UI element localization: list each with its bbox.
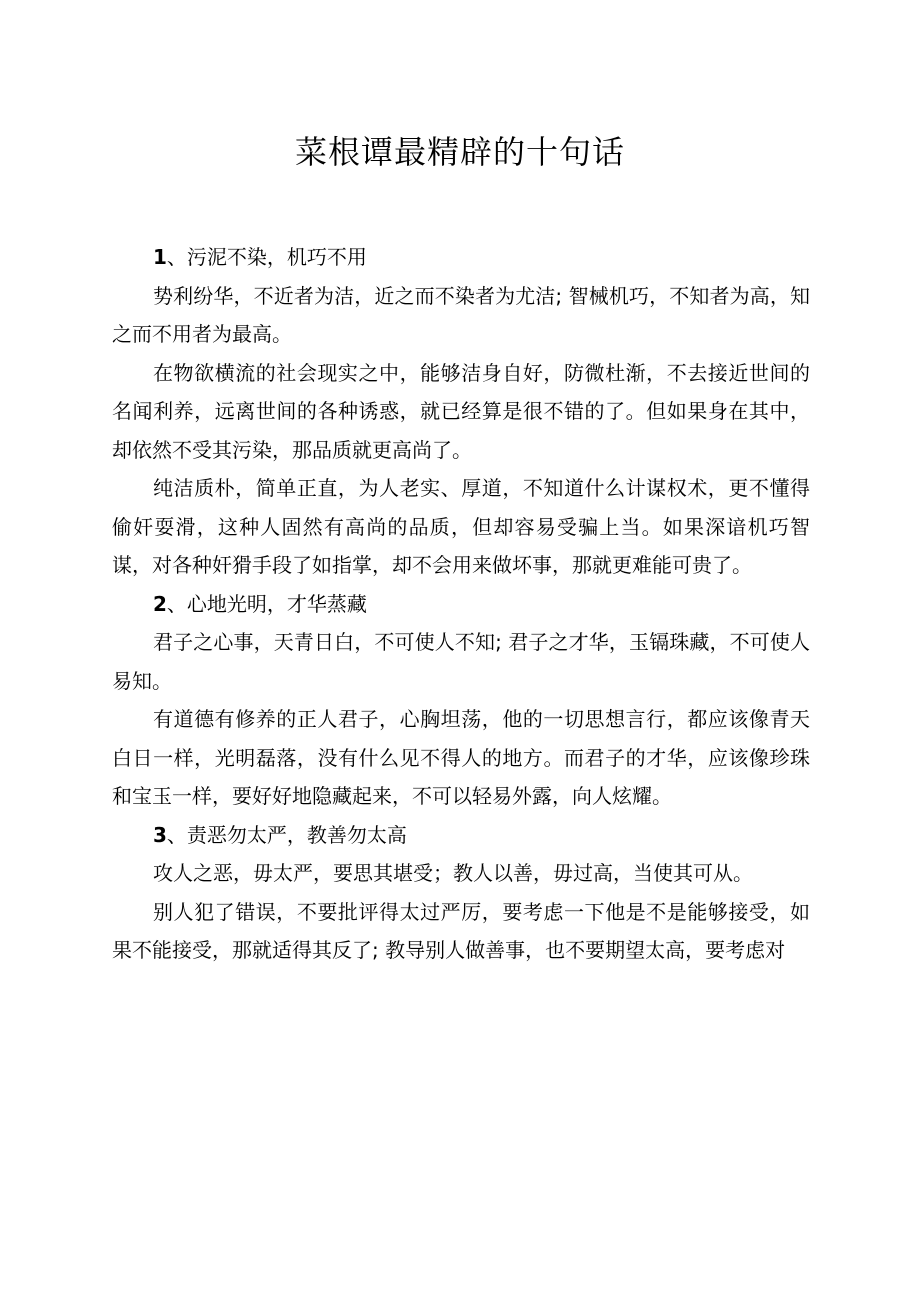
paragraph: 在物欲横流的社会现实之中，能够洁身自好，防微杜渐，不去接近世间的名闻利养，远离世间的各种诱惑，就已经算是很不错的了。但如果身在其中，却依然不受其污染，那品质就更高尚了。 xyxy=(112,360,810,462)
section-3 xyxy=(112,816,810,970)
section-1 xyxy=(112,238,810,585)
section-heading xyxy=(112,238,810,277)
paragraph: 别人犯了错误，不要批评得太过严厉，要考虑一下他是不是能够接受，如果不能接受，那就适得其反了; 教导别人做善事，也不要期望太高，要考虑对 xyxy=(112,899,810,962)
section-number: 3 xyxy=(153,822,167,847)
paragraph: 势利纷华，不近者为洁，近之而不染者为尤洁; 智械机巧，不知者为高，知之而不用者为最高。 xyxy=(112,283,810,346)
section-heading-text: 、责恶勿太严，教善勿太高 xyxy=(166,822,407,847)
section-number: 2 xyxy=(153,591,167,616)
section-number: 1 xyxy=(153,245,167,269)
document-body xyxy=(112,238,810,970)
paragraph: 君子之心事，天青日白，不可使人不知; 君子之才华，玉镉珠藏，不可使人易知。 xyxy=(112,630,810,693)
paragraph: 攻人之恶，毋太严，要思其堪受；教人以善，毋过高，当使其可从。 xyxy=(153,861,753,885)
section-heading-text: 、污泥不染，机巧不用 xyxy=(166,245,367,269)
section-2 xyxy=(112,585,810,816)
section-heading-text: 、心地光明，才华蒸藏 xyxy=(166,591,367,616)
paragraph: 有道德有修养的正人君子，心胸坦荡，他的一切思想言行，都应该像青天白日一样，光明磊落，没有什么见不得人的地方。而君子的才华，应该像珍珠和宝玉一样，要好好地隐藏起来，不可以轻易外露，向人炫耀。 xyxy=(112,707,810,808)
document-title: 菜根谭最精辟的十句话 xyxy=(294,133,625,171)
section-heading xyxy=(112,816,810,855)
section-heading xyxy=(112,585,810,624)
paragraph: 纯洁质朴，简单正直，为人老实、厚道，不知道什么计谋权术，更不懂得偷奸耍滑，这种人固然有高尚的品质，但却容易受骗上当。如果深谙机巧智谋，对各种奸猾手段了如指掌，却不会用来做坏事，那就更难能可贵了。 xyxy=(112,476,810,577)
